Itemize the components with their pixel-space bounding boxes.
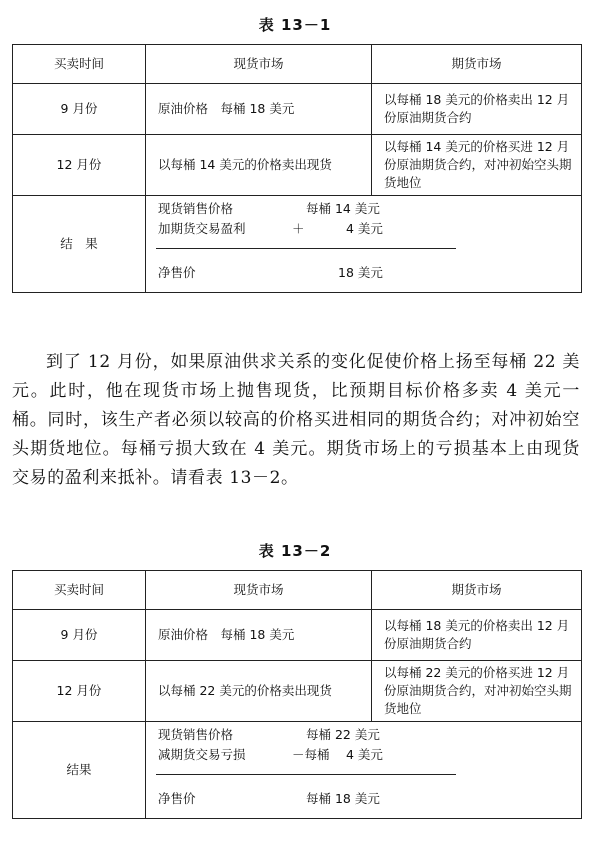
time-cell: 9 月份 <box>13 84 146 135</box>
table-1 <box>12 44 582 293</box>
futures-cell: 以每桶 22 美元的价格买进 12 月份原油期货合约，对冲初始空头期货地位 <box>372 661 582 722</box>
net-price-label: 净售价 <box>158 265 196 280</box>
futures-loss-label: 减期货交易亏损 <box>158 747 246 762</box>
spot-cell: 原油价格 每桶 18 美元 <box>146 84 372 135</box>
time-cell: 9 月份 <box>13 610 146 661</box>
table-row <box>13 135 582 196</box>
result-cell <box>146 196 582 293</box>
table-1-title: 表 13－1 <box>258 16 332 34</box>
spot-sale-price-label: 现货销售价格 <box>158 727 234 742</box>
net-price-label: 净售价 <box>158 791 196 806</box>
futures-loss-value: 4 美元 <box>346 747 383 762</box>
sum-rule <box>156 248 456 249</box>
spot-sale-price-label: 现货销售价格 <box>158 201 234 216</box>
time-cell: 12 月份 <box>13 661 146 722</box>
spot-sale-price-value: 每桶 14 美元 <box>306 201 380 216</box>
table-2-title: 表 13－2 <box>258 542 332 560</box>
table-row <box>13 84 582 135</box>
net-price-value: 每桶 18 美元 <box>306 791 380 806</box>
futures-loss-sign: －每桶 <box>292 747 330 762</box>
header-spot: 现货市场 <box>146 45 372 84</box>
table-header-row <box>13 571 582 610</box>
spot-cell: 以每桶 22 美元的价格卖出现货 <box>146 661 372 722</box>
header-time: 买卖时间 <box>13 45 146 84</box>
header-futures: 期货市场 <box>372 45 582 84</box>
result-cell <box>146 722 582 819</box>
result-label: 结果 <box>13 722 146 819</box>
futures-gain-label: 加期货交易盈利 <box>158 221 246 236</box>
table-row <box>13 661 582 722</box>
body-paragraph: 到了 12 月份，如果原油供求关系的变化促使价格上扬至每桶 22 美元。此时，他在现货市场上抛售现货，比预期目标价格多卖 4 美元一桶。同时，该生产者必须以较高的价格买进相同的期货合约；对冲初始空头期货地位。每桶亏损大致在 4 美元。期货市场上的亏损基本上由现货交易的盈利来抵补。请看表 13－2。 <box>12 352 580 488</box>
header-spot: 现货市场 <box>146 571 372 610</box>
table-row <box>13 610 582 661</box>
sum-rule <box>156 774 456 775</box>
spot-cell: 以每桶 14 美元的价格卖出现货 <box>146 135 372 196</box>
result-row <box>13 196 582 293</box>
spot-sale-price-value: 每桶 22 美元 <box>306 727 380 742</box>
spot-cell: 原油价格 每桶 18 美元 <box>146 610 372 661</box>
futures-cell: 以每桶 18 美元的价格卖出 12 月份原油期货合约 <box>372 84 582 135</box>
result-label: 结 果 <box>13 196 146 293</box>
net-price-value: 18 美元 <box>338 265 383 280</box>
futures-gain-sign: ＋ <box>292 221 305 236</box>
table-header-row <box>13 45 582 84</box>
header-time: 买卖时间 <box>13 571 146 610</box>
table-2 <box>12 570 582 819</box>
result-row <box>13 722 582 819</box>
futures-cell: 以每桶 14 美元的价格买进 12 月份原油期货合约，对冲初始空头期货地位 <box>372 135 582 196</box>
header-futures: 期货市场 <box>372 571 582 610</box>
time-cell: 12 月份 <box>13 135 146 196</box>
futures-cell: 以每桶 18 美元的价格卖出 12 月份原油期货合约 <box>372 610 582 661</box>
futures-gain-value: 4 美元 <box>346 221 383 236</box>
